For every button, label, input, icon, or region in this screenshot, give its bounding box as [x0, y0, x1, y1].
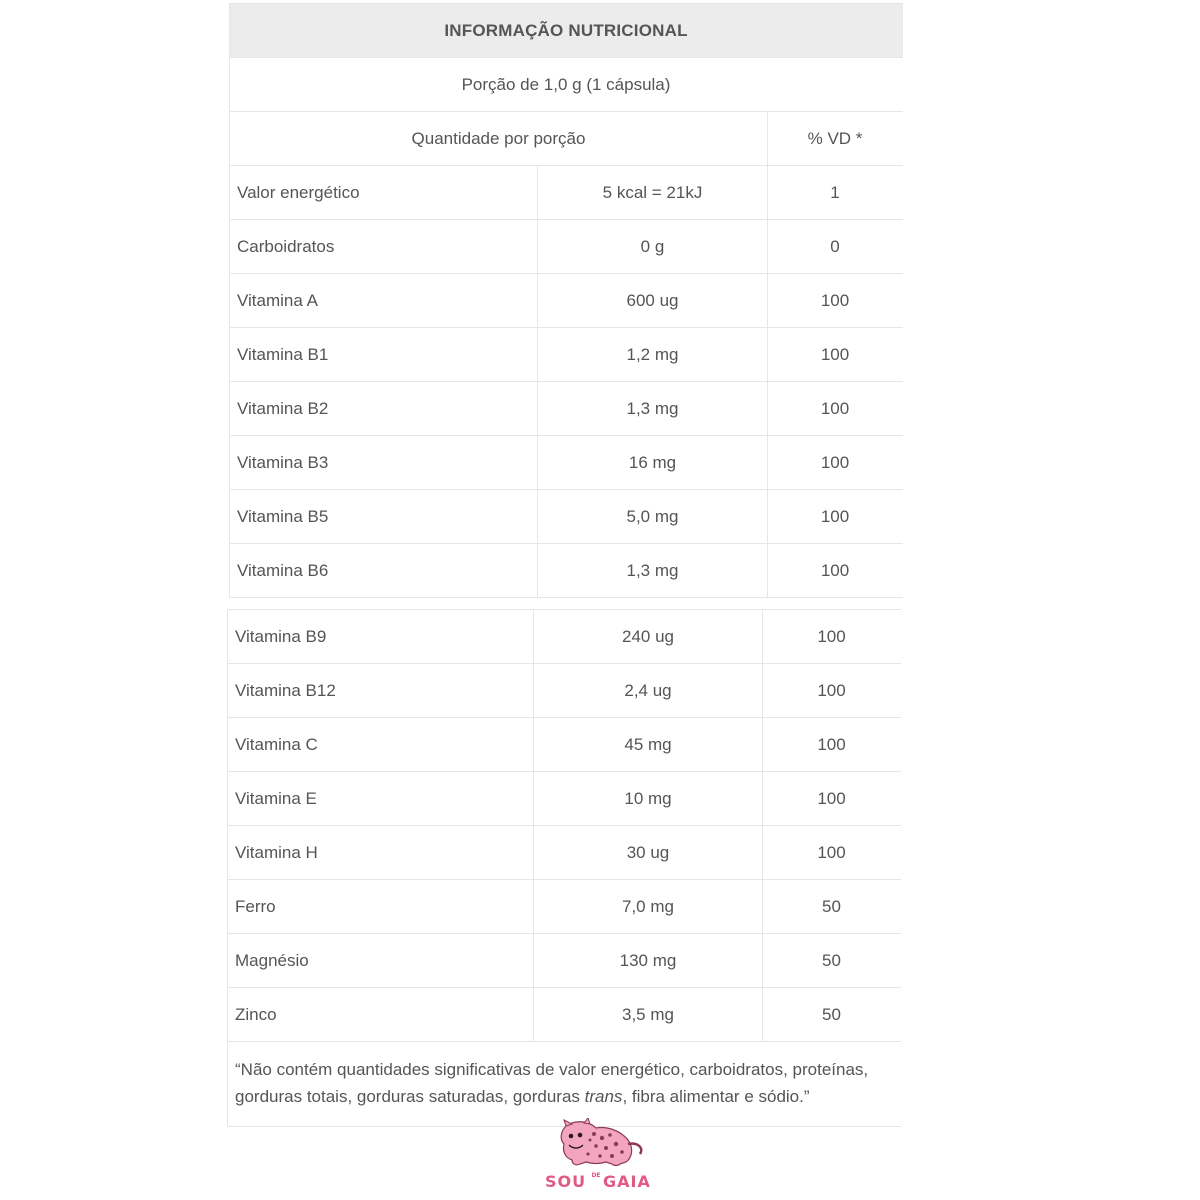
- footnote-row: [228, 1042, 901, 1127]
- footnote: [228, 1042, 901, 1127]
- nutrient-name: Magnésio: [228, 934, 534, 988]
- logo-word-sou: SOU: [545, 1172, 587, 1191]
- portion-row: [230, 58, 903, 112]
- jaguar-icon: [561, 1118, 641, 1166]
- nutrient-vd: 100: [768, 382, 903, 436]
- nutrient-row: [230, 544, 903, 598]
- header-vd: % VD *: [768, 112, 903, 166]
- title-row: [230, 4, 903, 58]
- nutrient-vd: 100: [763, 610, 901, 664]
- nutrient-row: [228, 880, 901, 934]
- nutrient-vd: 50: [763, 988, 901, 1042]
- nutrient-row: [230, 274, 903, 328]
- nutrient-row: [228, 610, 901, 664]
- nutrition-table-top: [229, 3, 903, 598]
- header-quantity: Quantidade por porção: [230, 112, 768, 166]
- nutrient-amount: 3,5 mg: [534, 988, 763, 1042]
- nutrient-amount: 240 ug: [534, 610, 763, 664]
- nutrient-amount: 1,2 mg: [538, 328, 768, 382]
- nutrient-row: [228, 718, 901, 772]
- nutrient-vd: 100: [768, 328, 903, 382]
- nutrient-name: Vitamina B5: [230, 490, 538, 544]
- nutrient-name: Vitamina E: [228, 772, 534, 826]
- nutrient-name: Vitamina H: [228, 826, 534, 880]
- nutrient-amount: 45 mg: [534, 718, 763, 772]
- header-row: [230, 112, 903, 166]
- nutrient-row: [230, 328, 903, 382]
- nutrient-name: Vitamina B3: [230, 436, 538, 490]
- nutrient-vd: 50: [763, 880, 901, 934]
- nutrient-vd: 50: [763, 934, 901, 988]
- nutrient-name: Carboidratos: [230, 220, 538, 274]
- table-title: INFORMAÇÃO NUTRICIONAL: [230, 4, 903, 58]
- nutrient-row: [228, 934, 901, 988]
- nutrient-vd: 100: [763, 718, 901, 772]
- nutrient-name: Ferro: [228, 880, 534, 934]
- nutrient-amount: 16 mg: [538, 436, 768, 490]
- nutrient-name: Vitamina A: [230, 274, 538, 328]
- nutrient-vd: 100: [763, 664, 901, 718]
- footnote-text-1: “Não contém quantidades significativas de valor energético, carboidratos, proteínas, gorduras totais, gorduras saturadas, gorduras: [235, 1060, 869, 1106]
- nutrient-amount: 0 g: [538, 220, 768, 274]
- nutrient-vd: 100: [768, 490, 903, 544]
- nutrient-name: Vitamina B6: [230, 544, 538, 598]
- nutrient-amount: 10 mg: [534, 772, 763, 826]
- nutrient-name: Vitamina B2: [230, 382, 538, 436]
- nutrient-vd: 1: [768, 166, 903, 220]
- nutrient-amount: 30 ug: [534, 826, 763, 880]
- nutrient-amount: 7,0 mg: [534, 880, 763, 934]
- nutrition-table-bottom: [227, 609, 901, 1127]
- nutrient-vd: 0: [768, 220, 903, 274]
- footnote-italic: trans: [584, 1087, 623, 1106]
- nutrient-amount: 600 ug: [538, 274, 768, 328]
- logo-word-de: DE: [591, 1172, 601, 1179]
- nutrient-amount: 5,0 mg: [538, 490, 768, 544]
- nutrient-amount: 5 kcal = 21kJ: [538, 166, 768, 220]
- nutrient-vd: 100: [763, 772, 901, 826]
- nutrient-vd: 100: [768, 544, 903, 598]
- nutrient-name: Zinco: [228, 988, 534, 1042]
- nutrient-name: Vitamina B1: [230, 328, 538, 382]
- nutrient-row: [230, 436, 903, 490]
- nutrient-row: [230, 382, 903, 436]
- nutrient-vd: 100: [768, 274, 903, 328]
- nutrient-row: [228, 988, 901, 1042]
- nutrient-name: Valor energético: [230, 166, 538, 220]
- nutrient-amount: 2,4 ug: [534, 664, 763, 718]
- portion-label: Porção de 1,0 g (1 cápsula): [230, 58, 903, 112]
- logo-word-gaia: GAIA: [603, 1172, 651, 1191]
- nutrient-name: Vitamina B12: [228, 664, 534, 718]
- nutrient-amount: 1,3 mg: [538, 544, 768, 598]
- nutrient-row: [228, 826, 901, 880]
- nutrient-row: [230, 220, 903, 274]
- nutrient-amount: 130 mg: [534, 934, 763, 988]
- nutrient-row: [230, 490, 903, 544]
- nutrient-vd: 100: [768, 436, 903, 490]
- nutrient-name: Vitamina C: [228, 718, 534, 772]
- nutrient-amount: 1,3 mg: [538, 382, 768, 436]
- nutrient-row: [228, 772, 901, 826]
- nutrient-row: [228, 664, 901, 718]
- footnote-text-2: , fibra alimentar e sódio.”: [622, 1087, 810, 1106]
- nutrient-vd: 100: [763, 826, 901, 880]
- nutrient-name: Vitamina B9: [228, 610, 534, 664]
- nutrient-row: [230, 166, 903, 220]
